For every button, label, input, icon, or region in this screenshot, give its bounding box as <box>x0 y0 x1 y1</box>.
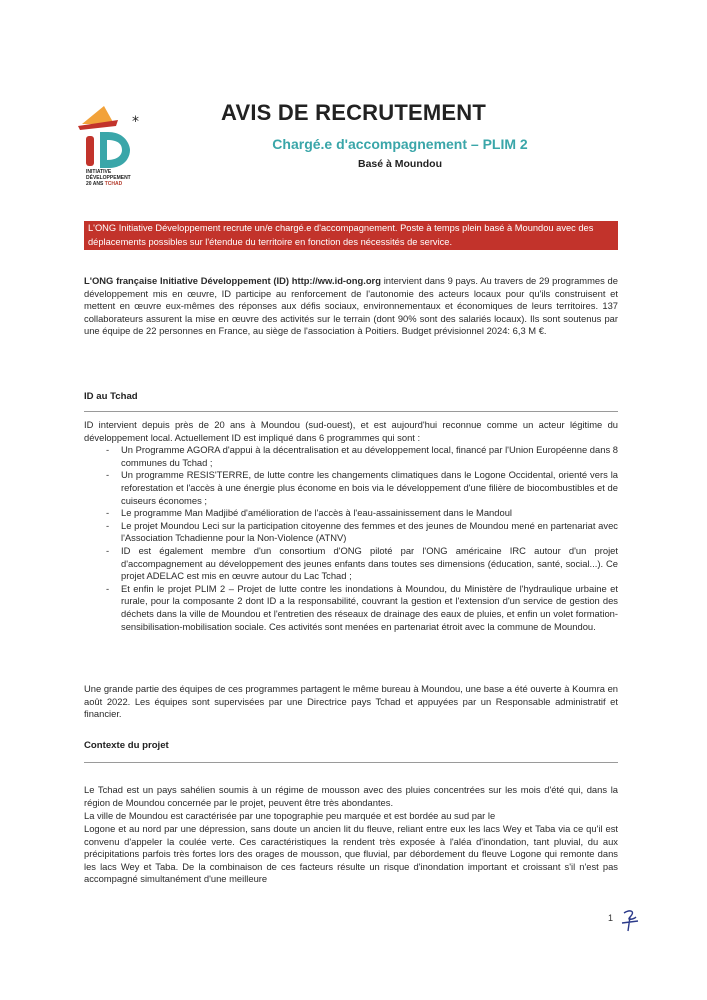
list-item: - Le programme Man Madjibé d'amélioration de l'accès à l'eau-assainissement dans le Mandoul <box>84 507 618 520</box>
logo-tchad: TCHAD <box>104 181 123 187</box>
section-heading-context: Contexte du projet <box>84 740 169 751</box>
section-divider <box>84 762 618 763</box>
context-paragraph-2b: Logone et au nord par une dépression, sans doute un ancien lit du fleuve, reliant entre eux les lacs Wey et Taba via ce qu'il est convenu d'appeler la coulée verte. Ces caractéristiques la rendent très exposée à l'aléa d'inondation, tant pluvial, du aux précipitations parfois très fortes lors des orages de mousson, que fluvial, par débordement du fleuve Logone qui remonte dans les lacs Wey et Taba. De la combinaison de ces facteurs résulte un risque d'inondation important et croissant s'il n'est pas accompagné simultanément d'une meilleure <box>84 823 618 885</box>
logo-line-1: INITIATIVE <box>86 169 112 175</box>
list-item: - Un programme RESIS'TERRE, de lutte contre les changements climatiques dans le Logone Occidental, orienté vers la reforestation et l'accès à une énergie plus économe en bois via le développement d'une filière de biocombustibles et de cuiseurs économes ; <box>84 469 618 507</box>
intro-text: intervient dans 9 pays. Au travers de 29 programmes de développement mis en œuvre, ID participe au renforcement de l'autonomie des acteurs locaux pour qu'ils construisent et mettent en œuvre eux-mêmes des réponses aux défis sociaux, environnementaux et économiques de leurs territoires. 137 collaborateurs assurent la mise en œuvre des activités sur le terrain (dont 90% sont des salariés locaux). Ils sont soutenus par une équipe de 22 personnes en France, au siège de l'association à Poitiers. Budget prévisionnel 2024: 6,3 M €. <box>84 275 618 337</box>
list-item: - Et enfin le projet PLIM 2 – Projet de lutte contre les inondations à Moundou, du Ministère de l'hydraulique urbaine et rurale, pour la composante 2 dont ID a la responsabilité, couvrant la gestion et l'extension d'un service de gestion des déchets dans la ville de Moundou et l'entretien des réseaux de drainage des eaux de pluies, et enfin un volet formation-sensibilisation-mobilisation sociale. Ces activités sont menées en partenariat étroit avec la commune de Moundou. <box>84 583 618 633</box>
list-item: - Un Programme AGORA d'appui à la décentralisation et au développement local, financé par l'Union Européenne dans 8 communes du Tchad ; <box>84 444 618 469</box>
program-list <box>84 444 618 633</box>
job-title: Chargé.e d'accompagnement – PLIM 2 <box>272 136 528 152</box>
context-paragraph-2a: La ville de Moundou est caractérisée par une topographie peu marquée et est bordée au sud par le <box>84 810 496 821</box>
recruitment-banner: L'ONG Initiative Développement recrute un/e chargé.e d'accompagnement. Poste à temps plein basé à Moundou avec des déplacements possibles sur l'étendue du territoire en fonction des nécessités de service. <box>84 221 618 250</box>
intro-bold: L'ONG française Initiative Développement (ID) http://ww.id-ong.org <box>84 275 381 286</box>
context-paragraph-1: Le Tchad est un pays sahélien soumis à un régime de mousson avec des pluies concentrées sur les mois d'été qui, dans la région de Moundou concernée par le projet, peuvent être très abondantes. <box>84 784 618 808</box>
section-tchad-body <box>84 419 618 633</box>
logo-line-2: DÉVELOPPEMENT <box>86 175 131 181</box>
signature-initials <box>616 905 646 935</box>
list-item: - ID est également membre d'un consortium d'ONG piloté par l'ONG américaine IRC autour d'un projet d'accompagnement au développement des jeunes enfants dans toutes ses dimensions (éducation, santé, social...). Ce projet ADELAC est mis en œuvre autour du Lac Tchad ; <box>84 545 618 583</box>
logo-caption <box>86 169 131 187</box>
logo-star: * <box>132 114 139 130</box>
section-divider <box>84 411 618 412</box>
page-title <box>0 100 707 126</box>
tchad-lead: ID intervient depuis près de 20 ans à Moundou (sud-ouest), et est aujourd'hui reconnue comme un acteur légitime du développement local. Actuellement ID est impliqué dans 6 programmes qui sont : <box>84 419 618 443</box>
job-location: Basé à Moundou <box>357 158 442 170</box>
logo-letter-i <box>86 136 94 166</box>
list-item: - Le projet Moundou Leci sur la participation citoyenne des femmes et des jeunes de Moundou mené en partenariat avec l'Association Tchadienne pour la Non-Violence (ATNV) <box>84 520 618 545</box>
page-number: 1 <box>608 913 614 923</box>
section-heading-tchad: ID au Tchad <box>84 391 138 402</box>
page-title-text: AVIS DE RECRUTEMENT <box>221 100 486 125</box>
logo-letter-d <box>100 132 130 168</box>
logo-line-3 <box>86 181 131 187</box>
tchad-closing: Une grande partie des équipes de ces programmes partagent le même bureau à Moundou, une base a été ouverte à Koumra en août 2022. Les équipes sont supervisées par une Directrice pays Tchad et appuyées par un Responsable administratif et financier. <box>84 683 618 720</box>
logo-20ans: 20 ANS <box>86 181 104 187</box>
intro-paragraph <box>84 275 618 338</box>
